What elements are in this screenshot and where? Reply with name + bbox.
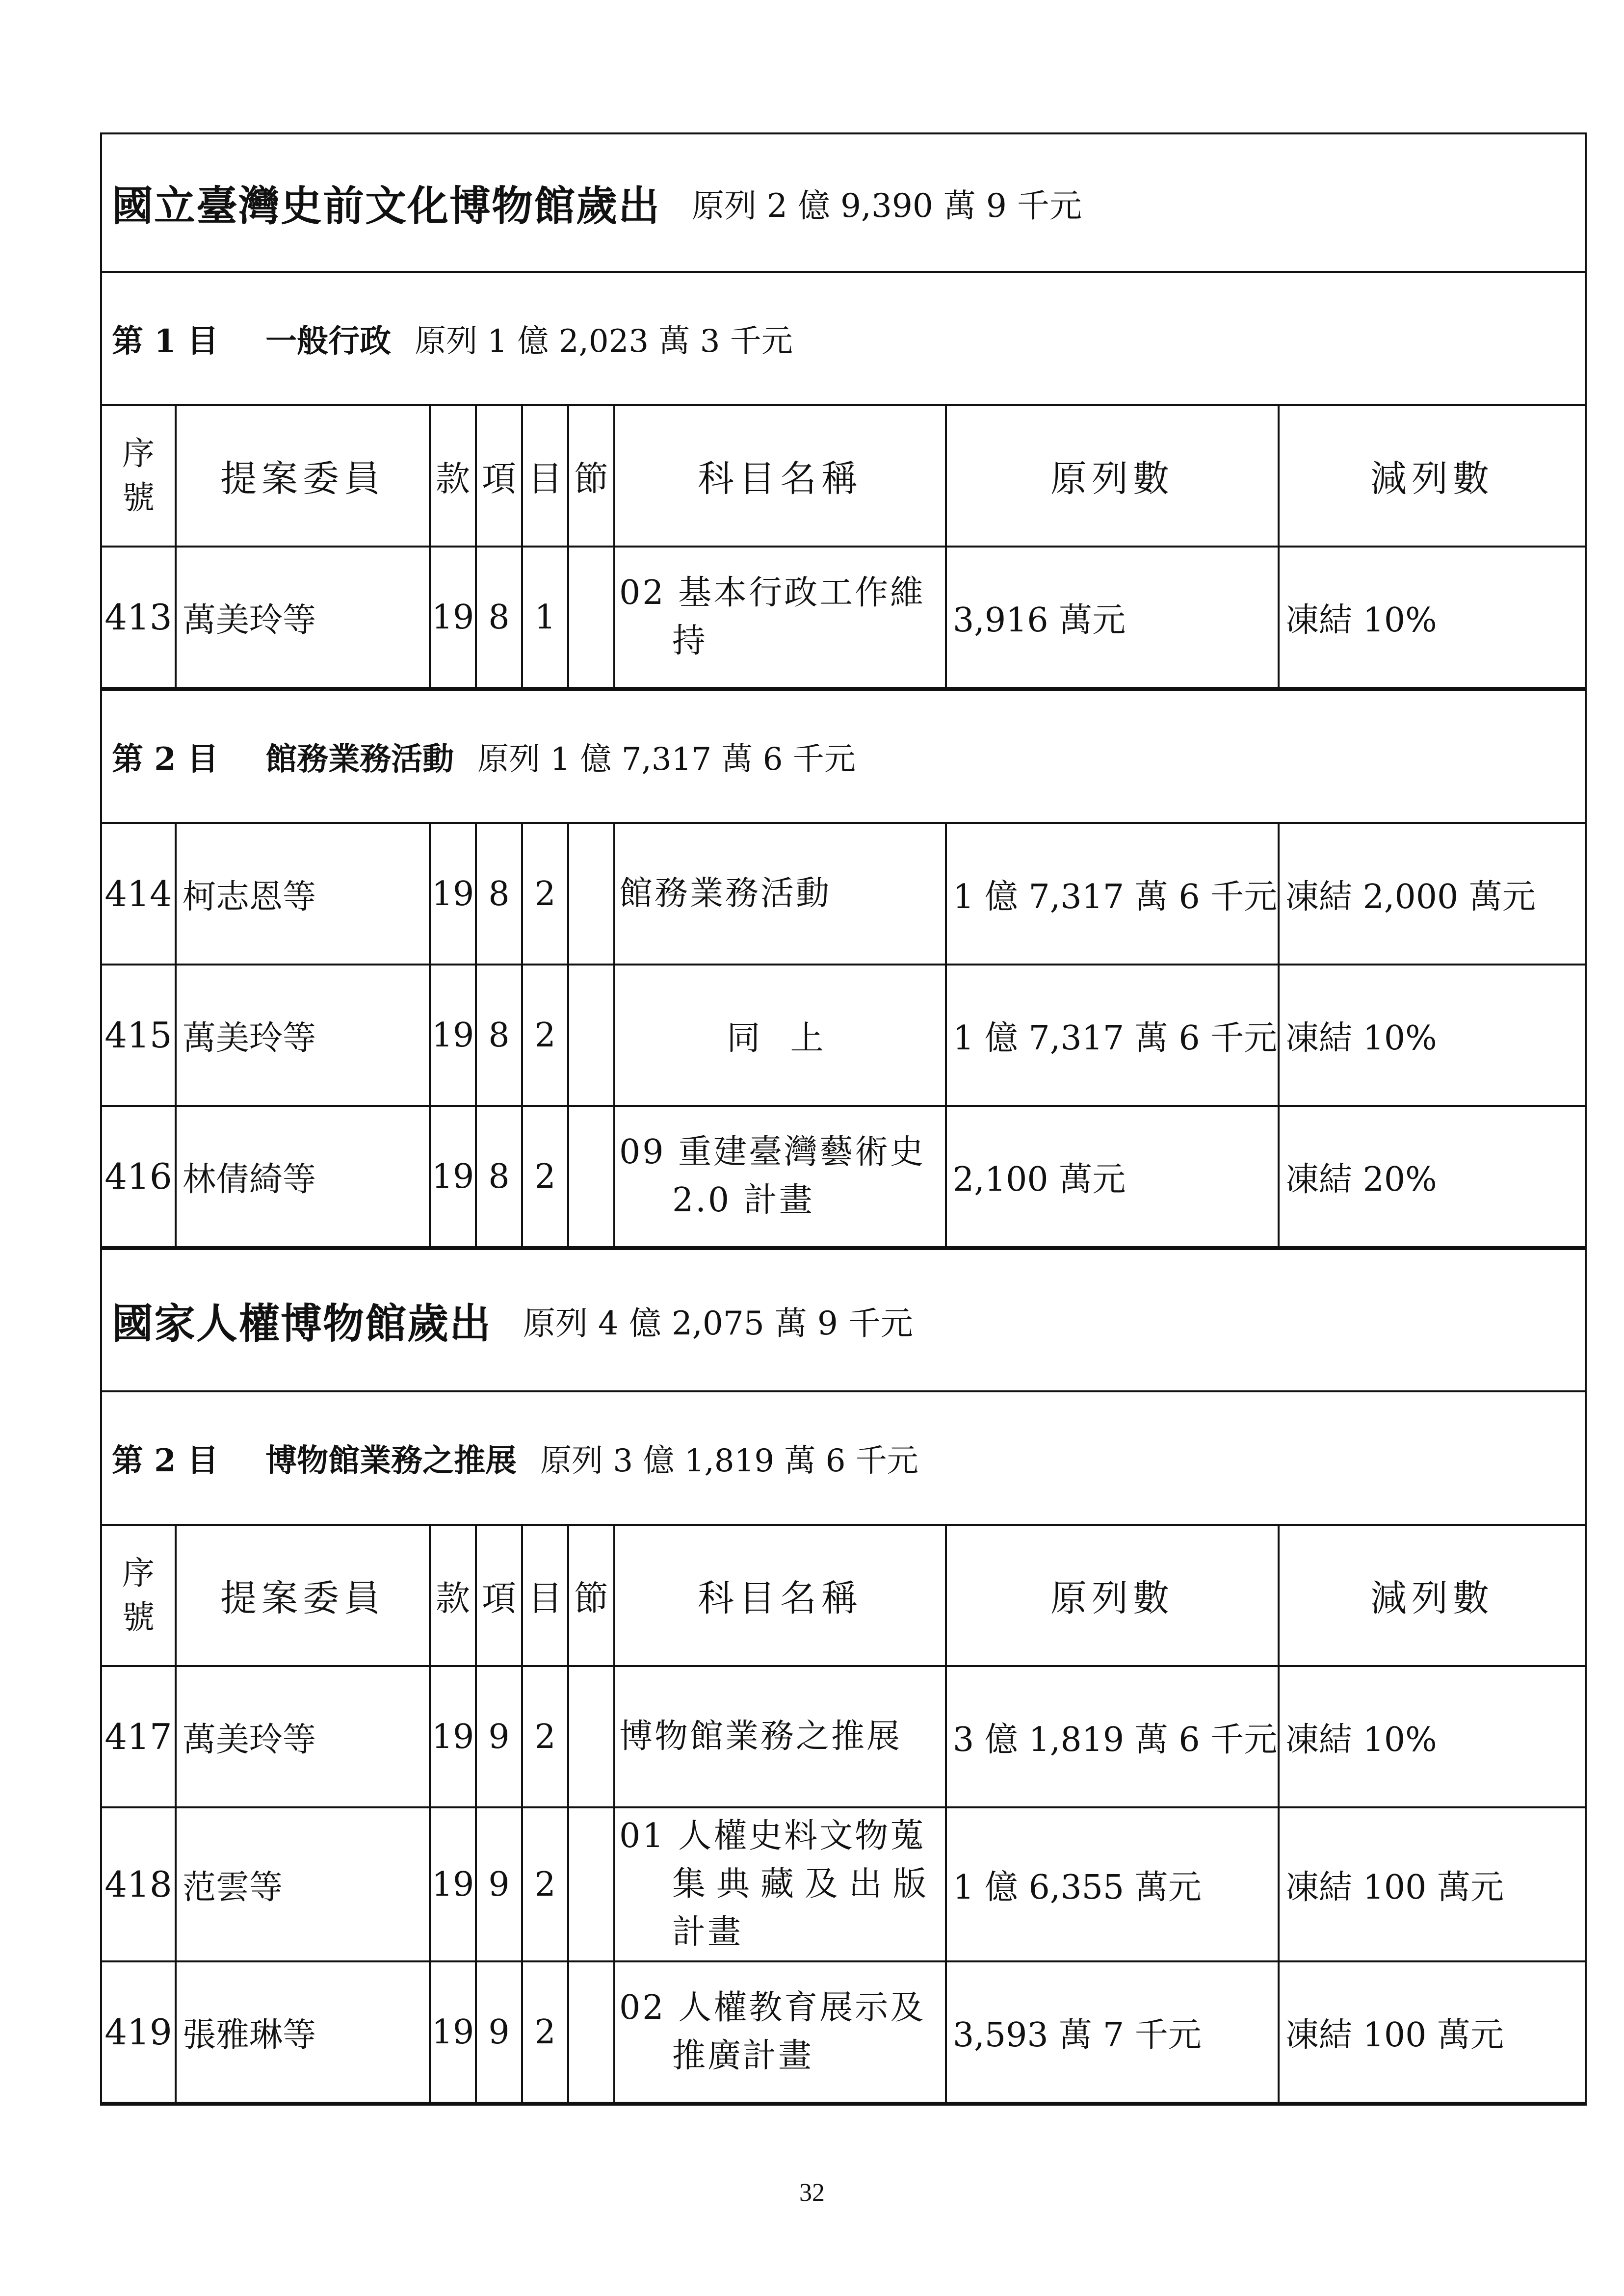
table-header-row xyxy=(102,1526,1585,1666)
section-title-amount: 原列 2 億 9,390 萬 9 千元 xyxy=(692,186,1082,225)
row-jie xyxy=(568,1666,614,1807)
header-reduction: 減列數 xyxy=(1279,406,1585,547)
row-xiang: 9 xyxy=(476,1666,522,1807)
row-item: 01 人權史料文物蒐 集典藏及出版 計畫 xyxy=(614,1807,946,1961)
row-jie xyxy=(568,1807,614,1961)
row-item: 09 重建臺灣藝術史 2.0 計畫 xyxy=(614,1106,946,1247)
subsection-name: 館務業務活動 xyxy=(265,741,454,778)
row-kuan: 19 xyxy=(430,824,476,965)
header-kuan: 款 xyxy=(430,1526,476,1666)
row-mu: 2 xyxy=(522,1666,568,1807)
header-proposer: 提案委員 xyxy=(176,1526,430,1666)
row-reduction: 凍結 100 萬元 xyxy=(1279,1961,1585,2103)
section-title: 國立臺灣史前文化博物館歲出 xyxy=(112,181,661,230)
row-proposer: 張雅琳等 xyxy=(176,1961,430,2103)
header-mu: 目 xyxy=(522,1526,568,1666)
subsection-amount: 原列 1 億 2,023 萬 3 千元 xyxy=(415,323,793,360)
section-title: 國家人權博物館歲出 xyxy=(112,1299,492,1348)
row-original: 1 億 7,317 萬 6 千元 xyxy=(946,965,1279,1106)
row-kuan: 19 xyxy=(430,1961,476,2103)
row-mu: 2 xyxy=(522,824,568,965)
row-reduction: 凍結 10% xyxy=(1279,1666,1585,1807)
row-jie xyxy=(568,1106,614,1247)
row-xiang: 8 xyxy=(476,1106,522,1247)
row-kuan: 19 xyxy=(430,1106,476,1247)
subsection-label: 第 2 目 xyxy=(112,1442,219,1479)
table-row xyxy=(102,1807,1585,1961)
section-title-band xyxy=(102,1250,1585,1392)
header-jie: 節 xyxy=(568,406,614,547)
row-xiang: 9 xyxy=(476,1961,522,2103)
row-reduction: 凍結 2,000 萬元 xyxy=(1279,824,1585,965)
budget-table-2 xyxy=(102,824,1585,1248)
header-original: 原列數 xyxy=(946,406,1279,547)
row-xiang: 8 xyxy=(476,824,522,965)
row-xiang: 8 xyxy=(476,547,522,688)
row-item: 館務業務活動 xyxy=(614,824,946,965)
subsection-amount: 原列 3 億 1,819 萬 6 千元 xyxy=(540,1443,918,1479)
row-proposer: 范雲等 xyxy=(176,1807,430,1961)
budget-table-1 xyxy=(102,406,1585,689)
subsection-amount: 原列 1 億 7,317 萬 6 千元 xyxy=(477,741,856,778)
subsection-name: 一般行政 xyxy=(265,323,392,360)
row-item: 博物館業務之推展 xyxy=(614,1666,946,1807)
row-mu: 2 xyxy=(522,1106,568,1247)
header-seq: 序 號 xyxy=(102,406,176,547)
budget-table xyxy=(102,1526,1585,2104)
row-kuan: 19 xyxy=(430,1666,476,1807)
row-mu: 2 xyxy=(522,1807,568,1961)
row-original: 1 億 6,355 萬元 xyxy=(946,1807,1279,1961)
row-jie xyxy=(568,547,614,688)
row-original: 3,593 萬 7 千元 xyxy=(946,1961,1279,2103)
header-kuan: 款 xyxy=(430,406,476,547)
row-jie xyxy=(568,965,614,1106)
header-proposer: 提案委員 xyxy=(176,406,430,547)
row-kuan: 19 xyxy=(430,547,476,688)
row-kuan: 19 xyxy=(430,965,476,1106)
row-item: 同 上 xyxy=(614,965,946,1106)
header-jie: 節 xyxy=(568,1526,614,1666)
budget-document xyxy=(100,132,1587,2106)
table-row xyxy=(102,547,1585,688)
row-original: 3,916 萬元 xyxy=(946,547,1279,688)
row-reduction: 凍結 20% xyxy=(1279,1106,1585,1247)
budget-table-3 xyxy=(102,1526,1585,2104)
table-row xyxy=(102,1961,1585,2103)
row-xiang: 8 xyxy=(476,965,522,1106)
row-seq: 419 xyxy=(102,1961,176,2103)
table-row xyxy=(102,1666,1585,1807)
table-row xyxy=(102,965,1585,1106)
row-reduction: 凍結 10% xyxy=(1279,965,1585,1106)
header-item: 科目名稱 xyxy=(614,1526,946,1666)
row-proposer: 萬美玲等 xyxy=(176,1666,430,1807)
row-proposer: 林倩綺等 xyxy=(176,1106,430,1247)
header-reduction: 減列數 xyxy=(1279,1526,1585,1666)
subsection-band xyxy=(102,1392,1585,1526)
row-original: 1 億 7,317 萬 6 千元 xyxy=(946,824,1279,965)
subsection-band xyxy=(102,273,1585,406)
row-original: 3 億 1,819 萬 6 千元 xyxy=(946,1666,1279,1807)
header-mu: 目 xyxy=(522,406,568,547)
row-item: 02 基本行政工作維 持 xyxy=(614,547,946,688)
section-title-amount: 原列 4 億 2,075 萬 9 千元 xyxy=(523,1304,913,1342)
header-seq: 序 號 xyxy=(102,1526,176,1666)
row-mu: 2 xyxy=(522,965,568,1106)
row-jie xyxy=(568,1961,614,2103)
page-number: 32 xyxy=(799,2179,825,2207)
subsection-label: 第 2 目 xyxy=(112,741,219,778)
row-original: 2,100 萬元 xyxy=(946,1106,1279,1247)
table-row xyxy=(102,1106,1585,1247)
budget-table xyxy=(102,406,1585,691)
row-seq: 415 xyxy=(102,965,176,1106)
header-xiang: 項 xyxy=(476,406,522,547)
header-item: 科目名稱 xyxy=(614,406,946,547)
subsection-label: 第 1 目 xyxy=(112,323,219,360)
row-reduction: 凍結 100 萬元 xyxy=(1279,1807,1585,1961)
row-seq: 413 xyxy=(102,547,176,688)
row-mu: 1 xyxy=(522,547,568,688)
row-seq: 418 xyxy=(102,1807,176,1961)
budget-table xyxy=(102,824,1585,1250)
row-kuan: 19 xyxy=(430,1807,476,1961)
row-seq: 417 xyxy=(102,1666,176,1807)
row-mu: 2 xyxy=(522,1961,568,2103)
row-item: 02 人權教育展示及 推廣計畫 xyxy=(614,1961,946,2103)
row-seq: 414 xyxy=(102,824,176,965)
section-title-band xyxy=(102,134,1585,273)
row-xiang: 9 xyxy=(476,1807,522,1961)
row-jie xyxy=(568,824,614,965)
row-reduction: 凍結 10% xyxy=(1279,547,1585,688)
row-proposer: 萬美玲等 xyxy=(176,547,430,688)
table-header-row xyxy=(102,406,1585,547)
header-xiang: 項 xyxy=(476,1526,522,1666)
row-proposer: 柯志恩等 xyxy=(176,824,430,965)
subsection-band xyxy=(102,691,1585,824)
subsection-name: 博物館業務之推展 xyxy=(265,1442,517,1479)
row-proposer: 萬美玲等 xyxy=(176,965,430,1106)
header-original: 原列數 xyxy=(946,1526,1279,1666)
table-row xyxy=(102,824,1585,965)
row-seq: 416 xyxy=(102,1106,176,1247)
